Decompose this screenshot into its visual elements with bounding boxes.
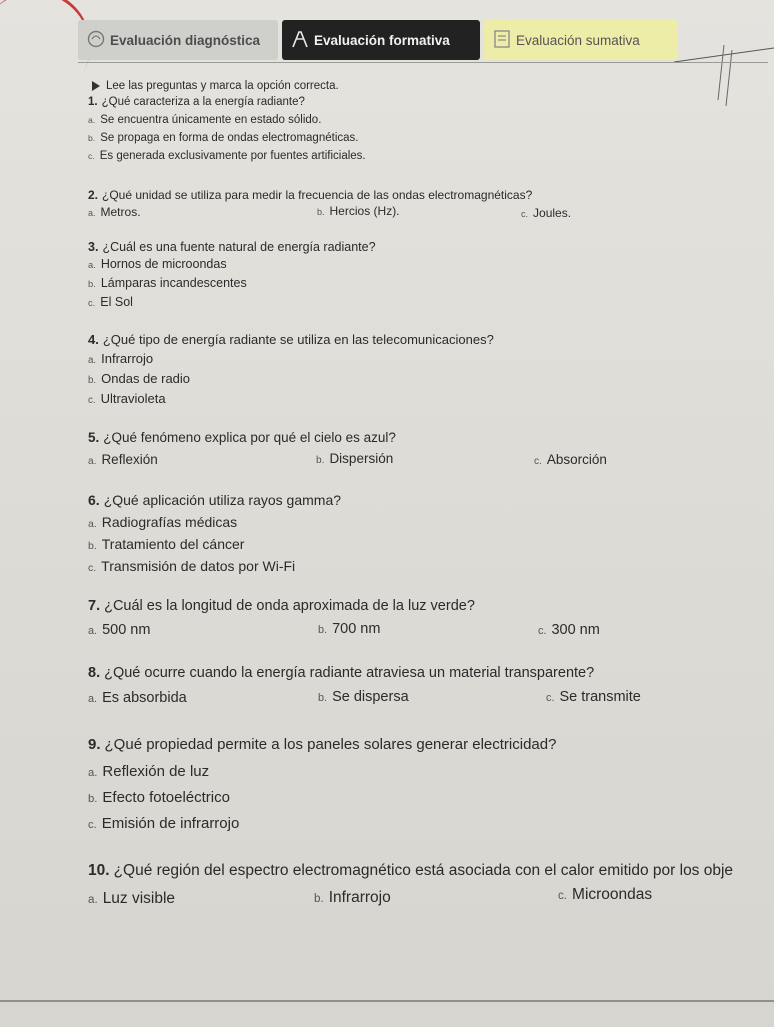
option-c[interactable]: c. 300 nm: [538, 622, 600, 638]
question-text: 7. ¿Cuál es la longitud de onda aproximada de la luz verde?: [88, 598, 475, 614]
option-c[interactable]: c. Emisión de infrarrojo: [88, 815, 240, 832]
option-b[interactable]: b. Hercios (Hz).: [317, 204, 400, 218]
tab-evaluacion-sumativa[interactable]: [484, 20, 678, 60]
evaluation-tabs: [78, 16, 774, 62]
brain-icon: [86, 29, 106, 49]
option-a[interactable]: a. Reflexión de luz: [88, 763, 210, 780]
option-a[interactable]: a. Es absorbida: [88, 690, 187, 706]
header-divider: [78, 62, 768, 63]
option-b[interactable]: b. Efecto fotoeléctrico: [88, 789, 230, 806]
option-a[interactable]: a. Luz visible: [88, 890, 176, 907]
tab-evaluacion-diagnostica[interactable]: [78, 20, 278, 60]
hiker-icon: [290, 29, 310, 49]
tab-label: Evaluación diagnóstica: [110, 32, 261, 48]
checklist-icon: [492, 29, 512, 49]
tab-label: Evaluación sumativa: [516, 32, 640, 48]
option-b[interactable]: b. Se dispersa: [318, 689, 409, 705]
instruction-text: Lee las preguntas y marca la opción correcta.: [106, 80, 339, 92]
instruction: [92, 80, 339, 92]
question-text: 5. ¿Qué fenómeno explica por qué el cielo es azul?: [88, 430, 396, 445]
arrow-right-icon: [92, 81, 100, 91]
option-c[interactable]: c. Ultravioleta: [88, 391, 166, 406]
option-b[interactable]: b. Infrarrojo: [314, 889, 391, 906]
option-c[interactable]: c. Transmisión de datos por Wi-Fi: [88, 558, 296, 574]
option-b[interactable]: b. Se propaga en forma de ondas electromagnéticas.: [88, 132, 359, 144]
option-b[interactable]: b. Dispersión: [316, 451, 394, 466]
option-a[interactable]: a. Hornos de microondas: [88, 257, 227, 271]
tab-label: Evaluación formativa: [314, 32, 450, 48]
tab-evaluacion-formativa[interactable]: [282, 20, 480, 60]
question-text: 2. ¿Qué unidad se utiliza para medir la frecuencia de las ondas electromagnéticas?: [88, 188, 533, 202]
bottom-divider: [0, 1000, 774, 1002]
option-b[interactable]: b. 700 nm: [318, 621, 381, 637]
question-text: 9. ¿Qué propiedad permite a los paneles solares generar electricidad?: [88, 736, 557, 753]
option-c[interactable]: c. Absorción: [534, 452, 607, 467]
option-a[interactable]: a. Radiografías médicas: [88, 514, 238, 530]
option-c[interactable]: c. Se transmite: [546, 689, 641, 705]
question-text: 10. ¿Qué región del espectro electromagnético está asociada con el calor emitido por los obje: [88, 862, 734, 879]
option-b[interactable]: b. Tratamiento del cáncer: [88, 536, 245, 552]
option-c[interactable]: c. Es generada exclusivamente por fuentes artificiales.: [88, 150, 366, 162]
question-text: 6. ¿Qué aplicación utiliza rayos gamma?: [88, 492, 342, 508]
option-b[interactable]: b. Lámparas incandescentes: [88, 276, 247, 290]
option-a[interactable]: a. Metros.: [88, 205, 141, 219]
question-text: 4. ¿Qué tipo de energía radiante se utiliza en las telecomunicaciones?: [88, 332, 494, 347]
question-text: 3. ¿Cuál es una fuente natural de energía radiante?: [88, 240, 376, 254]
option-c[interactable]: c. El Sol: [88, 295, 133, 309]
option-a[interactable]: a. Reflexión: [88, 452, 158, 467]
option-a[interactable]: a. Infrarrojo: [88, 351, 154, 366]
question-text: 8. ¿Qué ocurre cuando la energía radiante atraviesa un material transparente?: [88, 665, 595, 681]
option-c[interactable]: c. Joules.: [521, 206, 572, 220]
question-text: 1. ¿Qué caracteriza a la energía radiante?: [88, 96, 305, 108]
option-c[interactable]: c. Microondas: [558, 886, 653, 903]
option-a[interactable]: a. Se encuentra únicamente en estado sólido.: [88, 114, 322, 126]
option-b[interactable]: b. Ondas de radio: [88, 371, 191, 386]
option-a[interactable]: a. 500 nm: [88, 622, 151, 638]
